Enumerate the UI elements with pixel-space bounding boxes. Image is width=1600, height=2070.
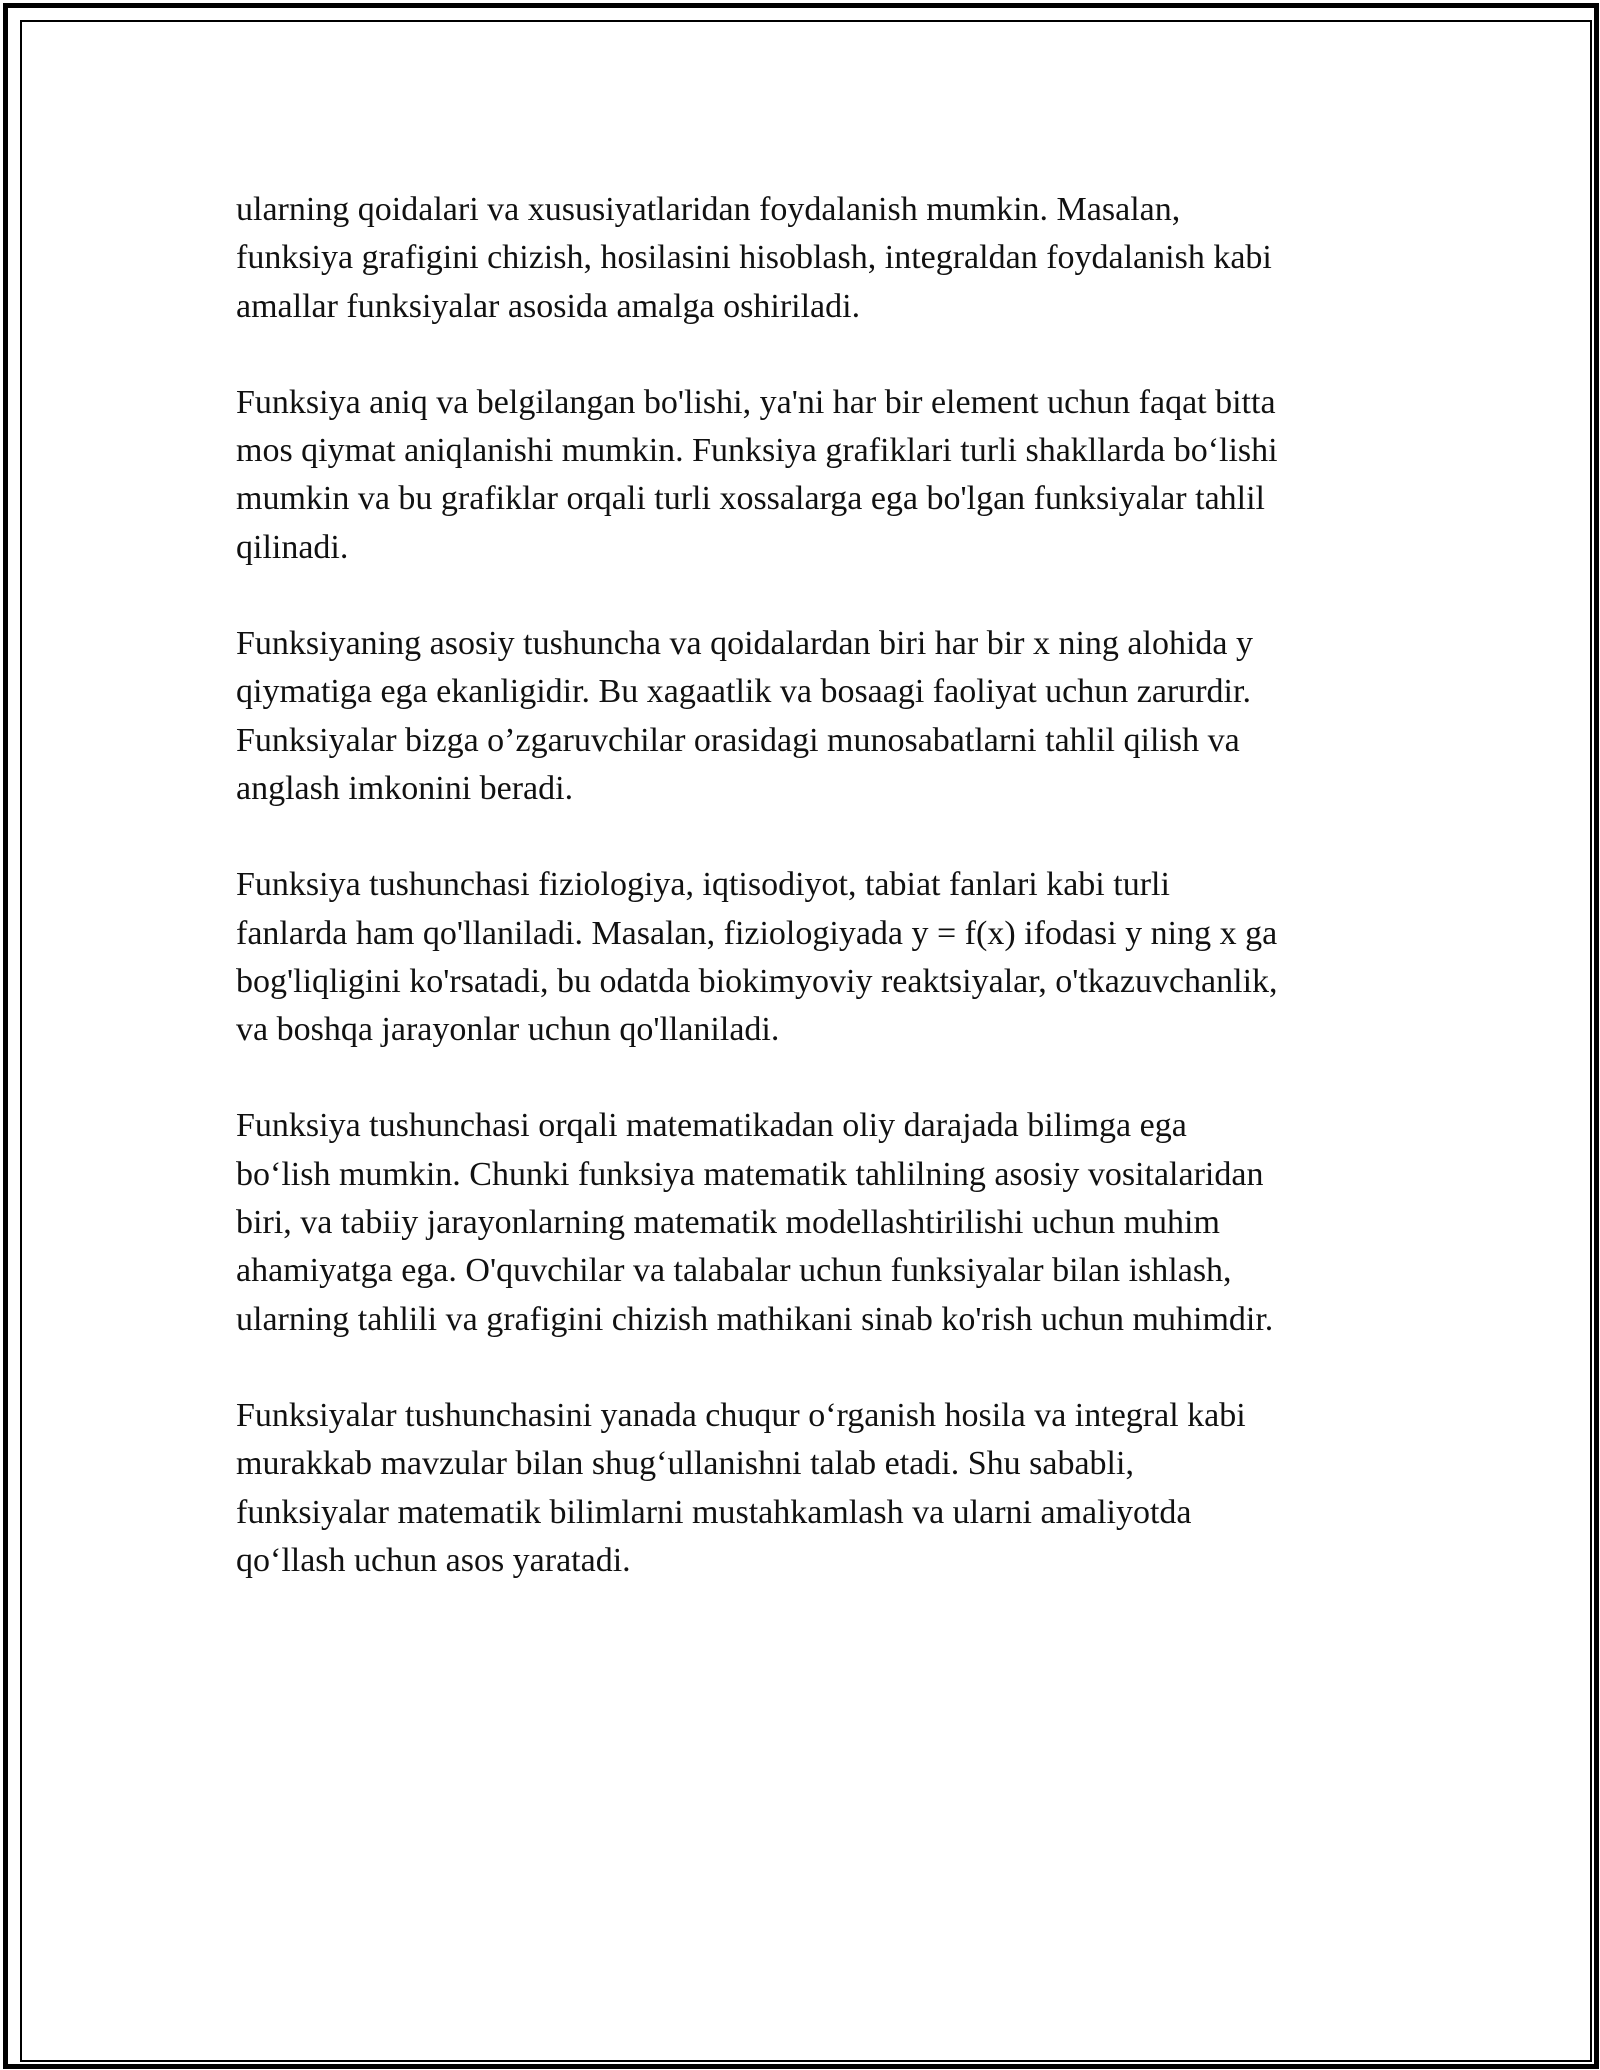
paragraph-6 [236, 1392, 1376, 1585]
paragraph-5 [236, 1102, 1376, 1343]
text-line: biri, va tabiiy jarayonlarning matematik modellashtirilishi uchun muhim [236, 1204, 1220, 1242]
text-line: bog'liqligini ko'rsatadi, bu odatda biokimyoviy reaktsiyalar, o'tkazuvchanlik, [236, 962, 1278, 1000]
text-line: mos qiymat aniqlanishi mumkin. Funksiya grafiklari turli shakllarda bo‘lishi [236, 432, 1278, 470]
text-line: Funksiyalar tushunchasini yanada chuqur o‘rganish hosila va integral kabi [236, 1396, 1246, 1434]
text-line: qo‘llash uchun asos yaratadi. [236, 1541, 631, 1579]
text-line: Funksiya aniq va belgilangan bo'lishi, ya'ni har bir element uchun faqat bitta [236, 383, 1276, 421]
text-line: qiymatiga ega ekanligidir. Bu xagaatlik va bosaagi faoliyat uchun zarurdir. [236, 673, 1251, 711]
text-line: ahamiyatga ega. O'quvchilar va talabalar uchun funksiyalar bilan ishlash, [236, 1252, 1232, 1290]
text-line: Funksiya tushunchasi fiziologiya, iqtisodiyot, tabiat fanlari kabi turli [236, 866, 1170, 904]
text-line: funksiyalar matematik bilimlarni mustahkamlash va ularni amaliyotda [236, 1493, 1192, 1531]
text-line: Funksiya tushunchasi orqali matematikadan oliy darajada bilimga ega [236, 1107, 1187, 1145]
text-line: amallar funksiyalar asosida amalga oshiriladi. [236, 287, 861, 325]
text-line: anglash imkonini beradi. [236, 769, 574, 807]
text-line: fanlarda ham qo'llaniladi. Masalan, fiziologiyada y = f(x) ifodasi y ning x ga [236, 914, 1278, 952]
text-line: qilinadi. [236, 528, 349, 566]
paragraph-3 [236, 620, 1376, 813]
text-line: ularning qoidalari va xususiyatlaridan foydalanish mumkin. Masalan, [236, 191, 1181, 228]
text-line: va boshqa jarayonlar uchun qo'llaniladi. [236, 1011, 780, 1049]
text-line: murakkab mavzular bilan shug‘ullanishni talab etadi. Shu sababli, [236, 1445, 1134, 1483]
text-line: bo‘lish mumkin. Chunki funksiya matematik tahlilning asosiy vositalaridan [236, 1155, 1264, 1193]
paragraph-2 [236, 379, 1376, 572]
text-line: ularning tahlili va grafigini chizish mathikani sinab ko'rish uchun muhimdir. [236, 1300, 1274, 1338]
text-line: Funksiyaning asosiy tushuncha va qoidalardan biri har bir x ning alohida y [236, 625, 1253, 663]
paragraph-1 [236, 186, 1376, 331]
text-line: funksiya grafigini chizish, hosilasini hisoblash, integraldan foydalanish kabi [236, 239, 1272, 277]
text-line: Funksiyalar bizga o’zgaruvchilar orasidagi munosabatlarni tahlil qilish va [236, 721, 1240, 759]
document-body [236, 186, 1376, 1633]
text-line: mumkin va bu grafiklar orqali turli xossalarga ega bo'lgan funksiyalar tahlil [236, 480, 1265, 518]
paragraph-4 [236, 861, 1376, 1054]
